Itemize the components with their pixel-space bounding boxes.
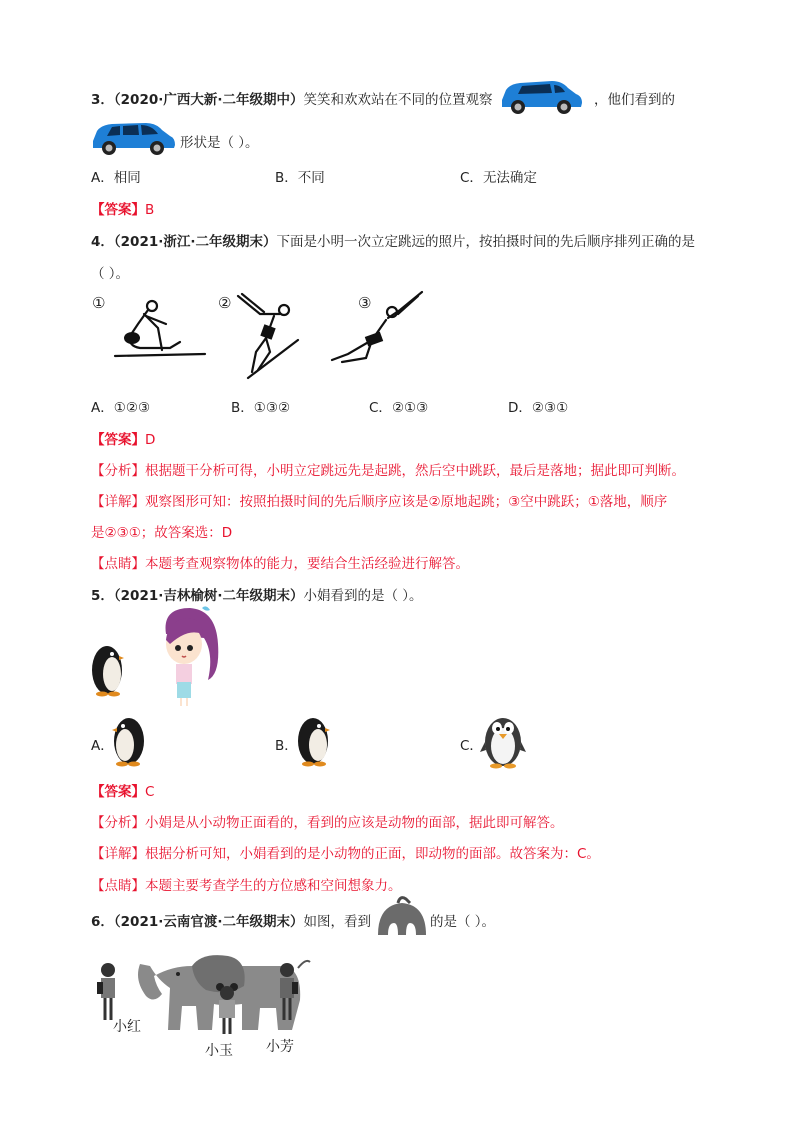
photo-label-2: ② bbox=[218, 294, 232, 312]
option-text: 相同 bbox=[113, 170, 141, 186]
detail-tag: 【详解】 bbox=[91, 494, 145, 510]
analysis-text: 小娟是从小动物正面看的，看到的应该是动物的面部，据此即可解答。 bbox=[145, 815, 564, 831]
child-icon bbox=[276, 962, 298, 1022]
penguin-icon bbox=[90, 640, 124, 696]
q5-option-b[interactable] bbox=[275, 734, 298, 754]
q4-number: 4． bbox=[91, 234, 114, 250]
q3-text-a: 笑笑和欢欢站在不同的位置观察 bbox=[303, 92, 493, 108]
option-letter: A． bbox=[91, 400, 114, 416]
q5-text: 小娟看到的是（ ）。 bbox=[303, 588, 423, 604]
q5-comment bbox=[91, 874, 402, 894]
child-icon bbox=[97, 962, 119, 1022]
elephant-icon bbox=[376, 897, 428, 935]
photo-label-1: ① bbox=[92, 294, 106, 312]
option-text: ②③① bbox=[531, 400, 569, 416]
penguin-icon bbox=[112, 714, 146, 766]
q4-source: （2021·浙江·二年级期末） bbox=[113, 234, 277, 250]
option-letter: A． bbox=[91, 170, 114, 186]
jumper-icon bbox=[230, 292, 310, 382]
q4-detail-line2: 是②③①；故答案选：D bbox=[91, 525, 233, 541]
option-text: ①③② bbox=[253, 400, 291, 416]
detail-tag: 【详解】 bbox=[91, 846, 145, 862]
girl-icon bbox=[158, 604, 222, 708]
option-letter: B． bbox=[231, 400, 254, 416]
q3-text-b: ，他们看到的 bbox=[594, 92, 675, 108]
q6-number: 6． bbox=[91, 914, 114, 930]
jumper-icon bbox=[110, 296, 210, 360]
q4-stem-line2: （ ）。 bbox=[91, 266, 130, 282]
detail-text: 根据分析可知，小娟看到的是小动物的正面，即动物的面部。故答案为：C。 bbox=[145, 846, 600, 862]
q3-stem-line1 bbox=[91, 88, 493, 108]
q3-number: 3． bbox=[91, 92, 114, 108]
option-text: 不同 bbox=[297, 170, 325, 186]
car-icon bbox=[498, 76, 584, 116]
q3-answer bbox=[91, 198, 154, 218]
q4-stem-line1 bbox=[91, 230, 695, 250]
photo-label-3: ③ bbox=[358, 294, 372, 312]
child-icon bbox=[214, 982, 240, 1034]
q4-analysis bbox=[91, 459, 685, 479]
q5-source: （2021·吉林榆树·二年级期末） bbox=[113, 588, 304, 604]
name-label-xiaofang: 小芳 bbox=[266, 1039, 294, 1055]
q5-number: 5． bbox=[91, 588, 114, 604]
q4-option-b[interactable] bbox=[231, 396, 290, 416]
q6-stem-a bbox=[91, 910, 371, 930]
q4-text-a: 下面是小明一次立定跳远的照片，按拍摄时间的先后顺序排列正确的是 bbox=[276, 234, 695, 250]
q5-stem bbox=[91, 584, 423, 604]
option-text: 无法确定 bbox=[482, 170, 537, 186]
q3-option-a[interactable] bbox=[91, 166, 141, 186]
q6-source: （2021·云南官渡·二年级期末） bbox=[113, 914, 304, 930]
q5-detail bbox=[91, 842, 600, 862]
q3-option-c[interactable] bbox=[460, 166, 537, 186]
q6-text-a: 如图，看到 bbox=[303, 914, 371, 930]
comment-tag: 【点睛】 bbox=[91, 556, 145, 572]
option-letter: A． bbox=[91, 738, 114, 754]
comment-text: 本题考查观察物体的能力，要结合生活经验进行解答。 bbox=[145, 556, 469, 572]
option-text: ①②③ bbox=[113, 400, 151, 416]
q4-comment bbox=[91, 552, 469, 572]
option-letter: D． bbox=[508, 400, 532, 416]
answer-value: C bbox=[145, 784, 155, 800]
option-letter: B． bbox=[275, 170, 298, 186]
penguin-icon bbox=[480, 712, 526, 768]
q5-analysis bbox=[91, 811, 564, 831]
penguin-icon bbox=[296, 714, 330, 766]
analysis-text: 根据题干分析可得，小明立定跳远先是起跳，然后空中跳跃，最后是落地；据此即可判断。 bbox=[145, 463, 685, 479]
answer-tag: 【答案】 bbox=[91, 432, 145, 448]
q4-detail-line1 bbox=[91, 490, 667, 510]
option-letter: B． bbox=[275, 738, 298, 754]
q4-option-d[interactable] bbox=[508, 396, 568, 416]
q3-option-b[interactable] bbox=[275, 166, 325, 186]
answer-value: D bbox=[145, 432, 156, 448]
q4-answer bbox=[91, 428, 155, 448]
car-icon bbox=[90, 119, 176, 157]
q4-option-c[interactable] bbox=[369, 396, 428, 416]
q5-answer bbox=[91, 780, 154, 800]
answer-value: B bbox=[145, 202, 155, 218]
q3-text-c: 形状是（ ）。 bbox=[180, 135, 259, 151]
detail-text: 观察图形可知：按照拍摄时间的先后顺序应该是②原地起跳；③空中跳跃；①落地，顺序 bbox=[145, 494, 668, 510]
q3-source: （2020·广西大新·二年级期中） bbox=[113, 92, 304, 108]
q4-option-a[interactable] bbox=[91, 396, 150, 416]
q5-option-a[interactable] bbox=[91, 734, 114, 754]
option-text: ②①③ bbox=[391, 400, 429, 416]
option-letter: C． bbox=[460, 738, 483, 754]
option-letter: C． bbox=[460, 170, 483, 186]
jumper-icon bbox=[328, 290, 428, 368]
analysis-tag: 【分析】 bbox=[91, 463, 145, 479]
option-letter: C． bbox=[369, 400, 392, 416]
name-label-xiaoyu: 小玉 bbox=[205, 1043, 233, 1059]
name-label-xiaohong: 小红 bbox=[113, 1019, 141, 1035]
comment-tag: 【点睛】 bbox=[91, 878, 145, 894]
answer-tag: 【答案】 bbox=[91, 202, 145, 218]
q6-text-b: 的是（ ）。 bbox=[430, 914, 496, 930]
answer-tag: 【答案】 bbox=[91, 784, 145, 800]
analysis-tag: 【分析】 bbox=[91, 815, 145, 831]
comment-text: 本题主要考查学生的方位感和空间想象力。 bbox=[145, 878, 402, 894]
